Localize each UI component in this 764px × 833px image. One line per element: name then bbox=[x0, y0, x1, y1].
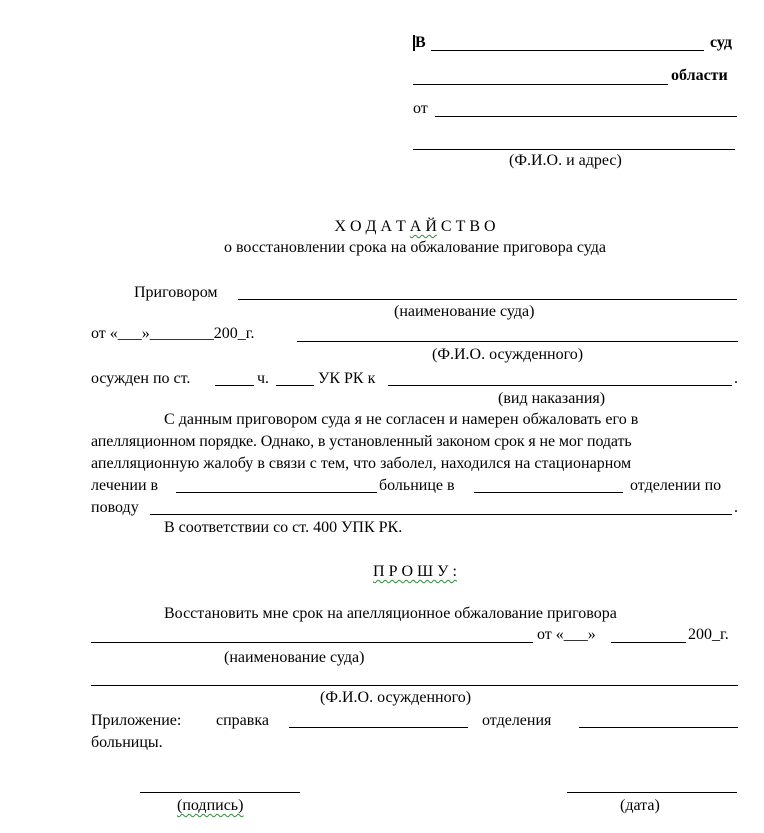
article-number-line[interactable] bbox=[215, 385, 254, 386]
applicant-address-line[interactable] bbox=[413, 149, 735, 150]
paragraph-line-1: С данным приговором суда я не согласен и намерен обжаловать его в bbox=[164, 411, 639, 428]
punishment-line[interactable] bbox=[388, 385, 732, 386]
verdict-court-line[interactable] bbox=[238, 299, 737, 300]
request-date-b: 200_г. bbox=[688, 626, 729, 643]
request-court-line[interactable] bbox=[91, 642, 533, 643]
document-subtitle: о восстановлении срока на обжалование приговора суда bbox=[223, 239, 607, 256]
verdict-label: Приговором bbox=[134, 284, 218, 301]
request-heading: П Р О Ш У : bbox=[373, 563, 457, 580]
paragraph-line-4b: больнице в bbox=[379, 477, 455, 494]
date-caption: (дата) bbox=[620, 797, 660, 814]
request-text: Восстановить мне срок на апелляционное обжалование приговора bbox=[164, 605, 617, 622]
request-convict-caption: (Ф.И.О. осужденного) bbox=[320, 689, 472, 706]
certificate-line[interactable] bbox=[289, 727, 468, 728]
convict-name-caption: (Ф.И.О. осужденного) bbox=[432, 346, 584, 363]
paragraph-line-2: апелляционном порядке. Однако, в установленный законом срок я не мог подать bbox=[91, 433, 632, 450]
paragraph-line-4a: лечении в bbox=[91, 477, 159, 494]
request-convict-line[interactable] bbox=[91, 685, 738, 686]
signature-caption: (подпись) bbox=[177, 797, 244, 814]
convicted-period: . bbox=[734, 370, 738, 387]
part-number-line[interactable] bbox=[276, 385, 314, 386]
request-court-caption: (наименование суда) bbox=[224, 649, 365, 666]
convicted-article-label: осужден по ст. bbox=[91, 370, 191, 387]
hospital-name-line[interactable] bbox=[176, 492, 377, 493]
header-from-prefix: от bbox=[413, 100, 428, 117]
signature-line[interactable] bbox=[140, 792, 300, 793]
title-spellcheck-segment: А Й bbox=[409, 218, 437, 235]
illness-reason-line[interactable] bbox=[150, 514, 732, 515]
punishment-caption: (вид наказания) bbox=[498, 390, 606, 407]
paragraph-line-4c: отделении по bbox=[630, 477, 722, 494]
applicant-name-line[interactable] bbox=[435, 116, 737, 117]
attachment-department: отделения bbox=[482, 712, 552, 729]
document-title: Х О Д А Т А Й С Т В О bbox=[334, 218, 496, 235]
date-line[interactable] bbox=[567, 792, 737, 793]
convict-name-line[interactable] bbox=[297, 341, 738, 342]
convicted-code-label: УК РК к bbox=[318, 370, 376, 387]
region-name-line[interactable] bbox=[413, 84, 668, 85]
court-name-line[interactable] bbox=[431, 50, 704, 51]
hospital-city-line[interactable] bbox=[474, 492, 623, 493]
attachment-certificate: справка bbox=[216, 712, 269, 729]
request-date-a: от «___» bbox=[537, 626, 596, 643]
header-court-suffix: суд bbox=[710, 34, 732, 51]
convicted-part-label: ч. bbox=[257, 370, 270, 387]
attachment-label: Приложение: bbox=[91, 712, 182, 729]
header-to-prefix: В bbox=[415, 34, 426, 51]
header-region-suffix: области bbox=[671, 67, 728, 84]
paragraph-line-5-end: . bbox=[734, 499, 738, 516]
request-month-line[interactable] bbox=[611, 642, 686, 643]
court-name-caption: (наименование суда) bbox=[394, 303, 535, 320]
verdict-date: от «___»________200_г. bbox=[91, 325, 255, 342]
department-line[interactable] bbox=[579, 727, 738, 728]
name-address-caption: (Ф.И.О. и адрес) bbox=[509, 152, 622, 169]
attachment-hospital: больницы. bbox=[91, 734, 163, 751]
paragraph-line-3: апелляционную жалобу в связи с тем, что заболел, находился на стационарном bbox=[91, 455, 632, 472]
paragraph-line-5: поводу bbox=[91, 499, 139, 516]
legal-reference: В соответствии со ст. 400 УПК РК. bbox=[164, 519, 403, 536]
